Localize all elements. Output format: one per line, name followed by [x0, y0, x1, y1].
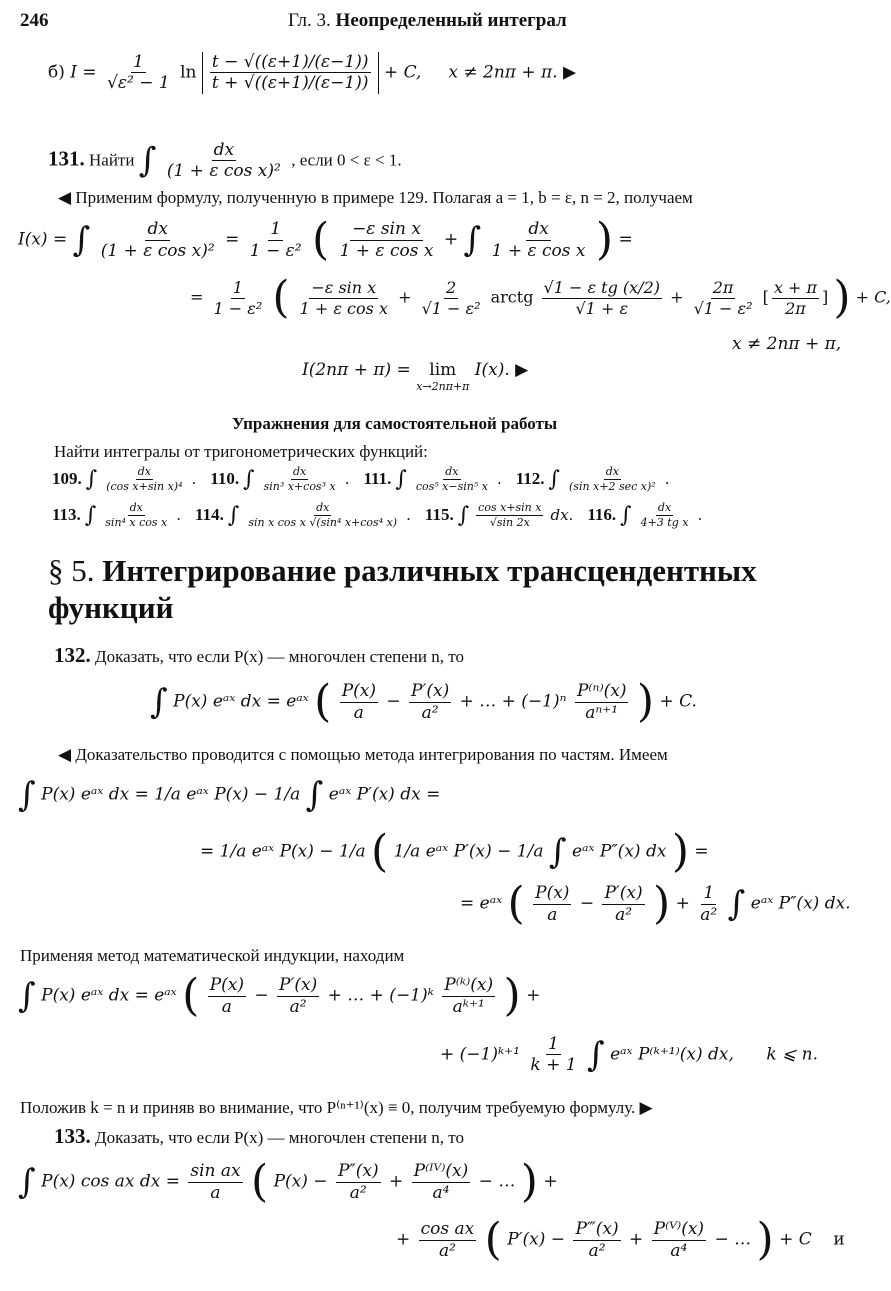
exercise-item: [52, 501, 181, 528]
denominator: cos⁵ x−sin⁵ x: [415, 479, 488, 493]
numerator: x + π: [773, 278, 818, 298]
exercise-number: 109.: [52, 469, 82, 488]
numerator: P″(x): [337, 1161, 379, 1182]
denominator: √1 − ε²: [693, 298, 753, 318]
formula-text: +: [629, 1229, 644, 1250]
numerator: P⁽ᵏ⁾(x): [444, 975, 494, 996]
exercise-tail: .: [406, 506, 411, 524]
formula-text: P(x) eᵃˣ dx = eᵃˣ: [173, 691, 309, 712]
formula-text: +: [396, 1229, 411, 1250]
exercises-intro: Найти интегралы от тригонометрических функций:: [54, 442, 428, 461]
solution-line-1: I(x) = ∫ $\frac{dx}{\text{(1 + ε cos x)²}}$ = $\frac{1}{\text{1 − ε²}}$ ( $\frac{\text{−ε sin x}}{\text{1 + ε cos x}}$ + ∫ $\frac{dx}{\text{1 + ε cos x}}$ ) =: [18, 214, 633, 265]
numerator: 1: [132, 52, 144, 72]
exercise-number: 116.: [587, 505, 617, 524]
integral-sign: ∫: [463, 220, 482, 260]
formula-text: 1/a eᵃˣ P(x) − 1/a: [154, 784, 301, 805]
formula-text: P(x) −: [273, 1171, 328, 1192]
problem-132: [54, 643, 464, 668]
numerator: P‴(x): [575, 1219, 619, 1240]
section-title: Интегрирование различных трансцендентных функций: [48, 553, 757, 625]
formula-text: +: [389, 1171, 404, 1192]
denominator: t + √((ε+1)/(ε−1)): [211, 73, 369, 94]
formula-text: P(x) eᵃˣ dx = eᵃˣ: [41, 985, 177, 1006]
exercise-number: 113.: [52, 505, 81, 524]
formula-text: + C: [779, 1229, 812, 1250]
condition: , если 0 < ε < 1.: [291, 150, 402, 170]
formula-text: +: [526, 985, 541, 1006]
denominator: a: [547, 904, 558, 925]
denominator: a: [353, 702, 364, 723]
numerator: P(x): [209, 975, 244, 996]
denominator: a²: [349, 1182, 367, 1203]
numerator: dx: [528, 219, 549, 240]
denominator: (1 + ε cos x)²: [100, 240, 215, 261]
numerator: dx: [129, 501, 143, 515]
formula-text: =: [694, 841, 709, 862]
numerator: P(x): [341, 681, 376, 702]
denominator: a²: [421, 702, 439, 723]
numerator: dx: [147, 219, 168, 240]
proof-line-2: = 1/a eᵃˣ P(x) − 1/a ( 1/a eᵃˣ P′(x) − 1/a ∫ eᵃˣ P″(x) dx ) =: [200, 826, 709, 877]
denominator: 1 + ε cos x: [491, 240, 586, 261]
integral-sign: ∫: [727, 884, 746, 924]
numerator: P⁽ᴵⱽ⁾(x): [413, 1161, 469, 1182]
integral-sign: ∫: [548, 832, 567, 872]
integral-sign: ∫: [18, 775, 36, 815]
formula-text: = 1/a eᵃˣ P(x) − 1/a: [200, 841, 366, 862]
limit-operator: lim: [429, 360, 457, 380]
problem-number: 131.: [48, 146, 85, 171]
exercise-row: [52, 496, 852, 534]
exercise-number: 110.: [210, 469, 240, 488]
integral-sign: ∫: [85, 466, 98, 492]
numerator: −ε sin x: [352, 219, 421, 240]
exercise-item: [195, 501, 411, 528]
chapter-label: Гл. 3.: [288, 10, 331, 31]
integral-sign: ∫: [18, 976, 36, 1016]
denominator: √ε² − 1: [107, 73, 170, 94]
problem-133: [54, 1124, 464, 1149]
numerator: P(x): [535, 883, 570, 904]
solution-line-2: = $\frac{1}{\text{1 − ε²}}$ ( $\frac{\text{−ε sin x}}{\text{1 + ε cos x}}$ + $\frac{2}{\text{√1 − ε²}}$ arctg $\frac{\text{√1 − ε tg (x/2)}}{√1 + \varepsilon}$ + $\frac{2\pi}{\text{√1 − ε²}}$ [ $\frac{x + \pi}{2\pi}$ ] ) + C,: [190, 272, 891, 323]
numerator: P⁽ⁿ⁾(x): [576, 681, 627, 702]
formula-text: − …: [478, 1171, 516, 1192]
proof-intro: ◀ Доказательство проводится с помощью метода интегрирования по частям. Имеем: [58, 745, 668, 764]
denominator: (cos x+sin x)⁴: [106, 479, 183, 493]
denominator: √sin 2x: [489, 515, 530, 529]
formula-text: I(x) =: [18, 229, 68, 250]
induction-line-2: [440, 1034, 818, 1076]
proof-conclusion: Положив k = n и приняв во внимание, что P⁽ⁿ⁺¹⁾(x) ≡ 0, получим требуемую формулу. ▶: [20, 1098, 653, 1117]
numerator: P⁽ⱽ⁾(x): [653, 1219, 705, 1240]
denominator: (sin x+2 sec x)²: [569, 479, 656, 493]
numerator: 1: [548, 1034, 559, 1054]
numerator: cos x+sin x: [478, 501, 542, 515]
numerator: dx: [293, 465, 307, 479]
numerator: P′(x): [604, 883, 643, 904]
induction-text: Применяя метод математической индукции, находим: [20, 946, 405, 965]
exercise-tail: .: [191, 470, 197, 488]
numerator: 1: [232, 278, 243, 298]
page-number: 246: [20, 10, 49, 31]
numerator: 1: [703, 883, 715, 904]
numerator: 2π: [712, 278, 734, 298]
formula-text: + C,: [855, 287, 891, 307]
denominator: 1 − ε²: [249, 240, 302, 261]
denominator: k + 1: [530, 1055, 577, 1076]
numerator: P′(x): [411, 681, 450, 702]
denominator: a⁴: [670, 1240, 688, 1261]
formula-text: eᵃˣ P″(x) dx: [572, 841, 667, 862]
integral-sign: ∫: [548, 466, 561, 492]
formula-text: −: [579, 893, 595, 914]
denominator: (1 + ε cos x)²: [166, 161, 281, 182]
condition-line: x ≠ 2nπ + π,: [732, 334, 842, 354]
exercise-tail: .: [344, 470, 350, 488]
exercise-item: [587, 501, 702, 528]
exercise-item: [516, 465, 670, 492]
integral-sign: ∫: [18, 1162, 36, 1202]
formula-text: − …: [714, 1229, 752, 1250]
numerator: t − √((ε+1)/(ε−1)): [211, 52, 369, 72]
induction-line-1: ∫ P(x) eᵃˣ dx = eᵃˣ ( $\frac{P(x)}{a}$ − $\frac{P'(x)}{\text{a²}}$ + … + (−1)ᵏ $\frac{\text{P⁽ᵏ⁾(x)}}{\text{aᵏ⁺¹}}$ ) +: [18, 970, 541, 1021]
formula-text: eᵃˣ P⁽ᵏ⁺¹⁾(x) dx,: [610, 1044, 734, 1065]
integral-sign: ∫: [395, 466, 407, 492]
denominator: 4+3 tg x: [640, 515, 689, 529]
formula-text: P′(x) −: [507, 1229, 566, 1250]
numerator: −ε sin x: [311, 278, 377, 298]
denominator: a²: [438, 1240, 456, 1261]
formula-text: + … + (−1)ᵏ: [327, 985, 434, 1006]
denominator: 2π: [785, 298, 806, 318]
numerator: sin ax: [190, 1161, 241, 1182]
exercise-tail: .: [664, 470, 670, 488]
exercise-item: [425, 501, 573, 528]
integral-sign: ∫: [150, 682, 168, 722]
integral-sign: ∫: [138, 140, 157, 181]
section-heading: [48, 552, 848, 626]
denominator: a: [210, 1182, 221, 1203]
integral-sign: ∫: [620, 502, 632, 528]
item-label: б): [48, 62, 65, 83]
denominator: a²: [289, 996, 307, 1017]
denominator: 1 − ε²: [213, 298, 263, 318]
formula-text: eᵃˣ P′(x) dx =: [328, 784, 441, 805]
exercise-number: 114.: [195, 505, 224, 524]
denominator: aⁿ⁺¹: [585, 702, 619, 723]
formula-text: −: [254, 985, 269, 1006]
numerator: 1: [270, 219, 282, 240]
formula-text: P(x) cos ax dx =: [41, 1171, 180, 1192]
exercise-item: [52, 465, 196, 492]
formula-text: −: [386, 691, 401, 712]
integral-sign: ∫: [227, 502, 240, 528]
exercise-row: [52, 462, 852, 496]
proof-line-3: = eᵃˣ ( $\frac{P(x)}{a}$ − $\frac{P'(x)}{\text{a²}}$ ) + $\frac{1}{\text{a²}}$ ∫ eᵃˣ P″(x) dx.: [460, 878, 851, 929]
condition: x ≠ 2nπ + π. ▶: [448, 62, 577, 83]
exercise-number: 115.: [424, 505, 454, 524]
ln-function: ln: [180, 62, 197, 83]
running-head: [288, 10, 567, 32]
formula-text: + C,: [383, 62, 422, 83]
formula-text: I(x). ▶: [474, 360, 529, 380]
exercise-tail: .: [697, 506, 703, 524]
formula-text: +: [443, 229, 459, 250]
denominator: a⁴: [432, 1182, 450, 1203]
numerator: √1 − ε tg (x/2): [543, 278, 660, 298]
denominator: aᵏ⁺¹: [452, 996, 485, 1017]
integral-sign: ∫: [457, 502, 470, 528]
denominator: a²: [588, 1240, 606, 1261]
problem-text: Доказать, что если P(x) — многочлен степени n, то: [95, 647, 464, 666]
formula-text: =: [190, 287, 204, 307]
exercise-number: 112.: [515, 469, 545, 488]
exercise-number: 111.: [363, 469, 392, 488]
exercise-list: [52, 462, 852, 534]
denominator: sin x cos x √(sin⁴ x+cos⁴ x): [248, 515, 398, 529]
exercises-title: Упражнения для самостоятельной работы: [232, 414, 558, 433]
formula-133-line-2: + $\frac{\text{cos ax}}{\text{a²}}$ ( P′(x) − $\frac{P‴(x)}{\text{a²}}$ + $\frac{\text{P⁽ⱽ⁾(x)}}{\text{a⁴}}$ − … ) + C и: [396, 1214, 845, 1265]
exercise-item: [210, 465, 349, 492]
denominator: sin³ x+cos³ x: [263, 479, 336, 493]
formula-text: +: [543, 1171, 558, 1192]
arctg-function: arctg: [490, 287, 534, 307]
exercise-tail: .: [496, 470, 502, 488]
numerator: dx: [657, 501, 672, 515]
integral-sign: ∫: [305, 775, 324, 815]
denominator: 1 + ε cos x: [299, 298, 388, 318]
proof-line-1: [18, 775, 441, 815]
denominator: a: [221, 996, 232, 1017]
integral-sign: ∫: [72, 220, 91, 260]
numerator: dx: [316, 501, 330, 515]
denominator: √1 − ε²: [421, 298, 481, 318]
formula-text: +: [675, 893, 690, 914]
denominator: 1 + ε cos x: [339, 240, 434, 261]
exercise-tail: .: [176, 506, 182, 524]
denominator: a²: [615, 904, 633, 925]
integral-sign: ∫: [243, 466, 255, 492]
exercise-tail: dx.: [550, 506, 574, 524]
numerator: P′(x): [279, 975, 318, 996]
problem-text: Доказать, что если P(x) — многочлен степени n, то: [95, 1128, 464, 1147]
numerator: cos ax: [420, 1219, 475, 1240]
solution-intro: ◀ Применим формулу, полученную в примере 129. Полагая a = 1, b = ε, n = 2, получаем: [58, 188, 693, 207]
formula-133-line-1: ∫ P(x) cos ax dx = $\frac{\text{sin ax}}{a}$ ( P(x) − $\frac{P''(x)}{\text{a²}}$ + $\frac{\text{P⁽ᴵⱽ⁾(x)}}{\text{a⁴}}$ − … ) +: [18, 1156, 558, 1207]
formula-text: + … + (−1)ⁿ: [459, 691, 567, 712]
formula-text: +: [398, 287, 412, 307]
formula-text: + (−1)ᵏ⁺¹: [440, 1044, 520, 1065]
problem-text: Найти: [89, 150, 135, 170]
section-number: § 5.: [48, 553, 95, 588]
conjunction: и: [833, 1229, 845, 1250]
limit-line: [302, 360, 528, 393]
formula-text: = eᵃˣ: [460, 893, 503, 914]
limit-subscript: x→2nπ+π: [416, 380, 470, 393]
numerator: 2: [445, 278, 457, 298]
denominator: sin⁴ x cos x: [105, 515, 168, 529]
formula-text: I =: [70, 62, 97, 83]
chapter-title: Неопределенный интеграл: [335, 10, 567, 31]
numerator: dx: [605, 465, 619, 479]
formula-132: ∫ P(x) eᵃˣ dx = eᵃˣ ( $\frac{P(x)}{a}$ − $\frac{P'(x)}{\text{a²}}$ + … + (−1)ⁿ $\frac{\text{P⁽ⁿ⁾(x)}}{\text{aⁿ⁺¹}}$ ) + C.: [150, 676, 697, 727]
formula-text: 1/a eᵃˣ P′(x) − 1/a: [393, 841, 544, 862]
problem-number: 133.: [54, 1124, 91, 1148]
denominator: a²: [700, 904, 718, 925]
numerator: dx: [445, 465, 459, 479]
numerator: dx: [213, 140, 235, 160]
condition: k ⩽ n.: [766, 1044, 819, 1065]
integral-sign: ∫: [586, 1034, 605, 1075]
problem-number: 132.: [54, 643, 91, 667]
exercise-item: [363, 465, 501, 492]
formula-text: =: [618, 229, 633, 250]
formula-b: [48, 52, 576, 94]
problem-131: [48, 140, 402, 182]
formula-text: eᵃˣ P″(x) dx.: [750, 893, 851, 914]
numerator: dx: [137, 465, 151, 479]
formula-text: +: [670, 287, 684, 307]
formula-text: + C.: [659, 691, 697, 712]
formula-text: P(x) eᵃˣ dx =: [41, 784, 149, 805]
formula-text: =: [225, 229, 240, 250]
denominator: √1 + ε: [575, 298, 629, 318]
formula-text: I(2nπ + π) =: [302, 360, 411, 380]
integral-sign: ∫: [84, 502, 97, 528]
